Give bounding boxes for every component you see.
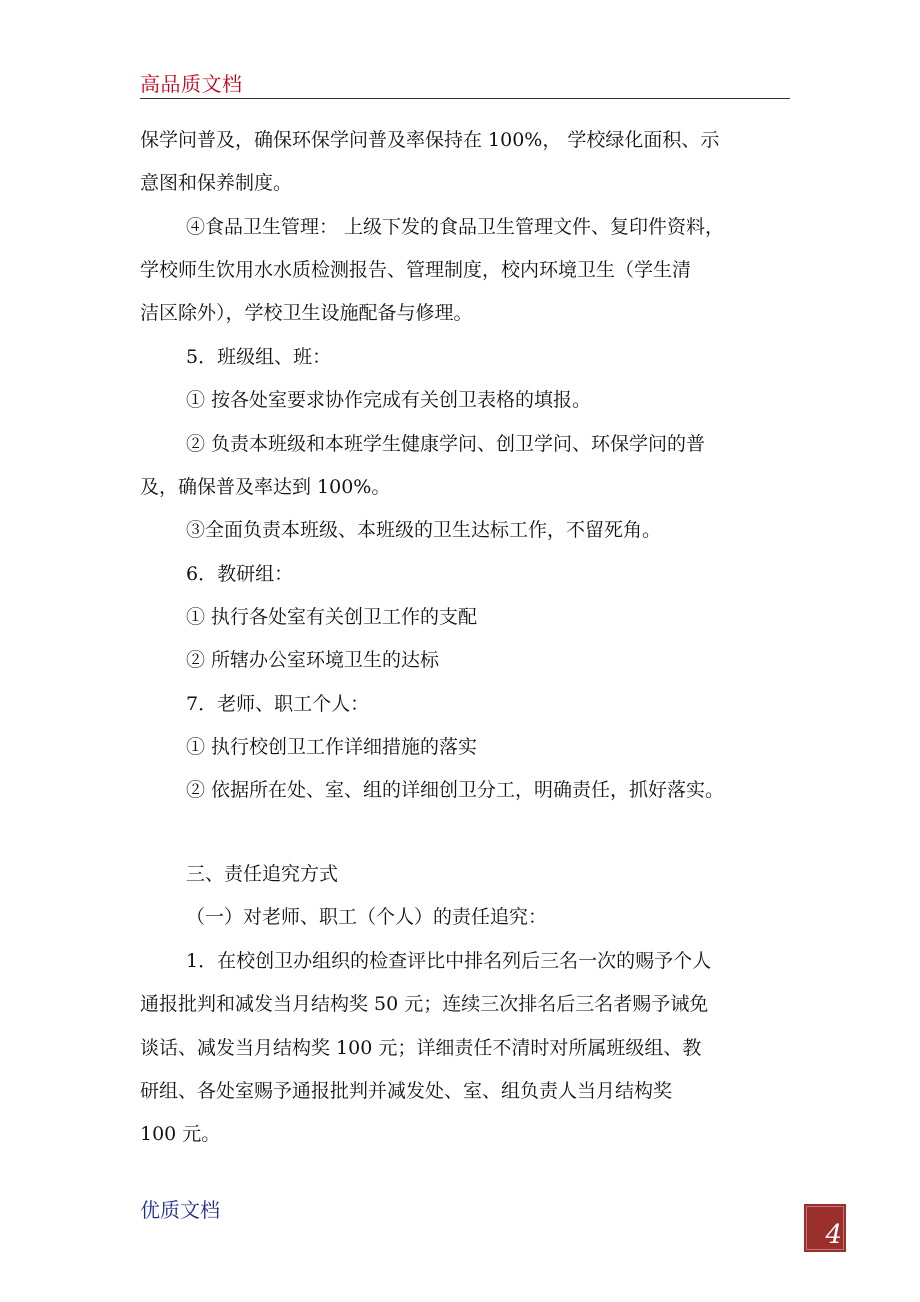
body-line: ② 负责本班级和本班学生健康学问、创卫学问、环保学问的普	[186, 433, 706, 455]
body-line: 谈话、减发当月结构奖 100 元；详细责任不清时对所属班级组、教	[140, 1037, 702, 1059]
page-header	[140, 66, 790, 99]
body-line: 学校师生饮用水水质检测报告、管理制度，校内环境卫生（学生清	[140, 259, 692, 281]
section-heading: 6．教研组：	[186, 563, 294, 585]
chapter-heading: 三、责任追究方式	[186, 863, 339, 885]
body-line: ③全面负责本班级、本班级的卫生达标工作，不留死角。	[186, 519, 662, 541]
body-line: 100 元。	[140, 1123, 221, 1145]
body-line: ① 执行各处室有关创卫工作的支配	[186, 606, 478, 628]
body-line: 通报批判和减发当月结构奖 50 元；连续三次排名后三名者赐予诫免	[140, 993, 709, 1015]
body-line: 保学问普及，确保环保学问普及率保持在 100%， 学校绿化面积、示	[140, 129, 720, 151]
subsection-heading: （一）对老师、职工（个人）的责任追究：	[186, 906, 548, 928]
page-number-badge	[804, 1204, 846, 1252]
header-title: 高品质文档	[140, 72, 243, 96]
footer-title: 优质文档	[140, 1198, 220, 1222]
body-line: 洁区除外），学校卫生设施配备与修理。	[140, 302, 473, 324]
section-heading: 7．老师、职工个人：	[186, 693, 370, 715]
body-line: 1．在校创卫办组织的检查评比中排名列后三名一次的赐予个人	[186, 950, 712, 972]
body-line: ② 依据所在处、室、组的详细创卫分工，明确责任，抓好落实。	[186, 779, 725, 801]
body-line: ① 按各处室要求协作完成有关创卫表格的填报。	[186, 389, 592, 411]
section-heading: 5．班级组、班：	[186, 346, 332, 368]
body-line: ② 所辖办公室环境卫生的达标	[186, 649, 440, 671]
body-line: 意图和保养制度。	[140, 172, 293, 194]
body-line: ① 执行校创卫工作详细措施的落实	[186, 736, 478, 758]
body-line: ④食品卫生管理： 上级下发的食品卫生管理文件、复印件资料，	[186, 216, 725, 238]
body-line: 研组、各处室赐予通报批判并减发处、室、组负责人当月结构奖	[140, 1080, 673, 1102]
body-line: 及，确保普及率达到 100%。	[140, 476, 391, 498]
page-number: 4	[825, 1220, 842, 1250]
